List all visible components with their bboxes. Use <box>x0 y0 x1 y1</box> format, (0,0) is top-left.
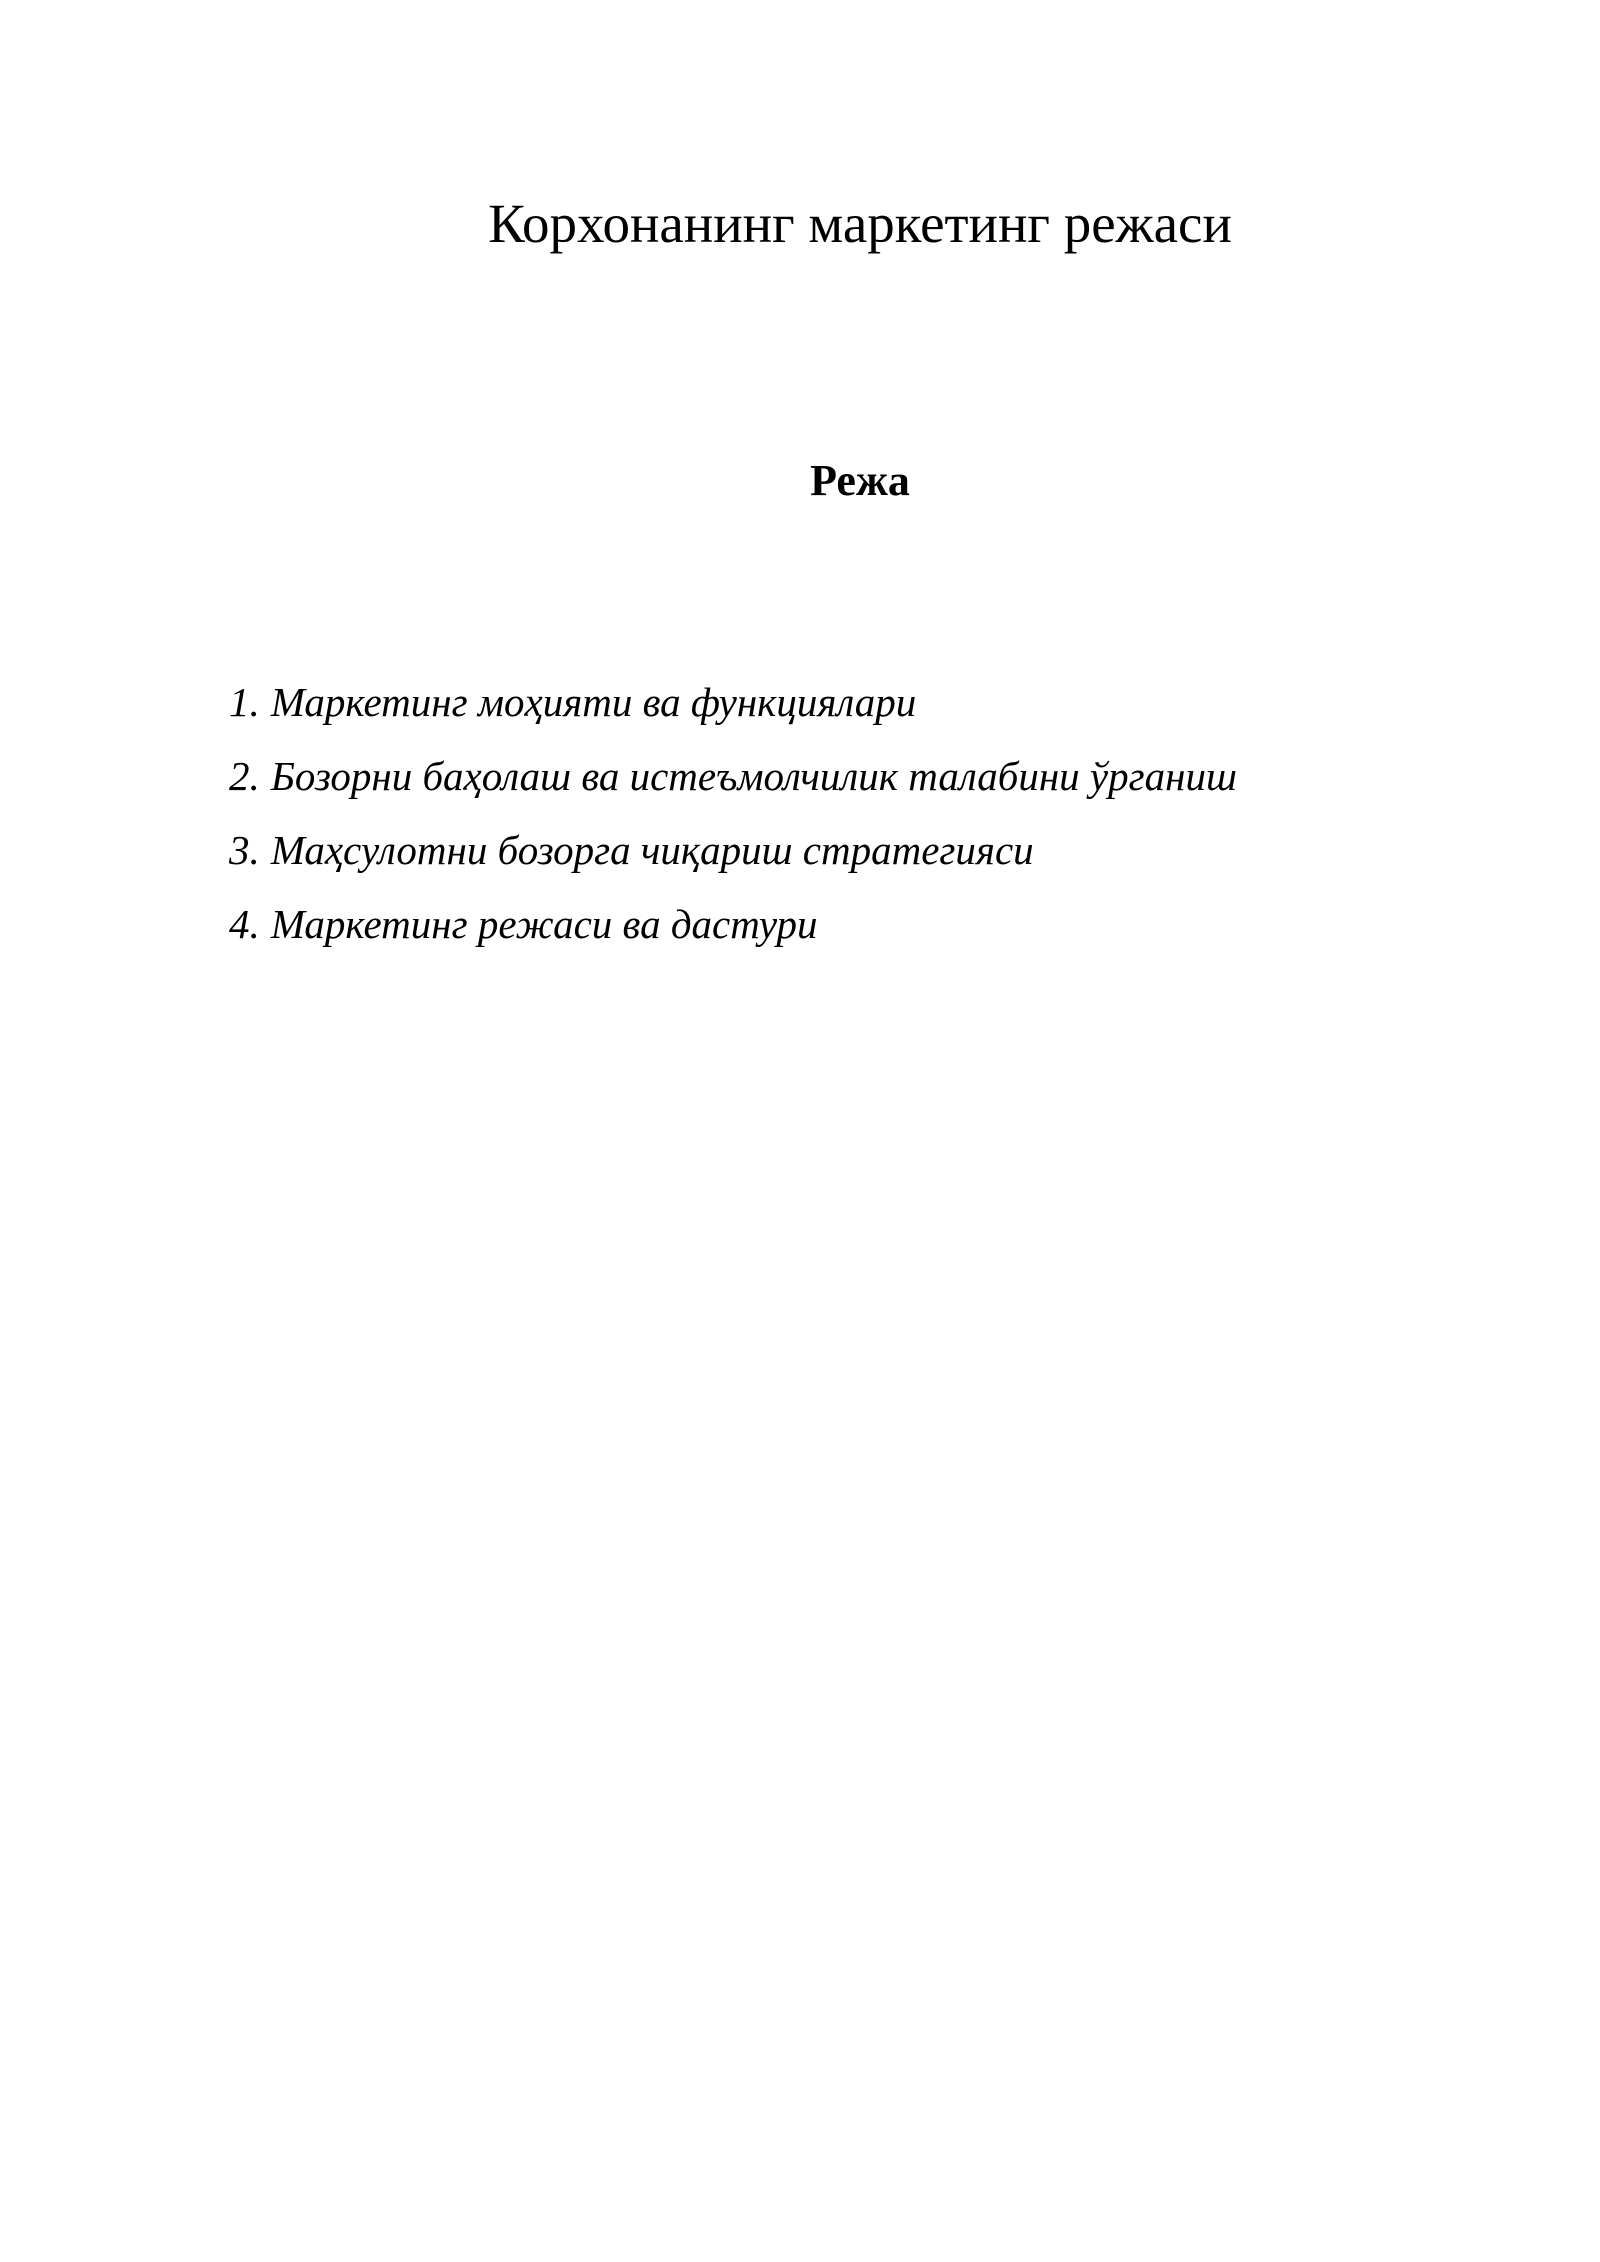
plan-item-number: 3. <box>229 827 260 873</box>
plan-item-text: Бозорни баҳолаш ва истеъмолчилик талабини ўрганиш <box>270 753 1237 799</box>
plan-item <box>229 821 1237 895</box>
document-title: Корхонанинг маркетинг режаси <box>488 192 1232 254</box>
plan-list <box>229 673 1237 969</box>
plan-item <box>229 747 1237 821</box>
plan-item <box>229 895 1237 969</box>
plan-item <box>229 673 1237 747</box>
plan-item-text: Маркетинг моҳияти ва функциялари <box>270 679 917 725</box>
plan-item-number: 2. <box>229 753 260 799</box>
plan-item-number: 4. <box>229 901 260 947</box>
plan-item-text: Маҳсулотни бозорга чиқариш стратегияси <box>270 827 1034 873</box>
plan-heading: Режа <box>810 455 910 505</box>
plan-item-number: 1. <box>229 679 260 725</box>
plan-item-text: Маркетинг режаси ва дастури <box>270 901 818 947</box>
